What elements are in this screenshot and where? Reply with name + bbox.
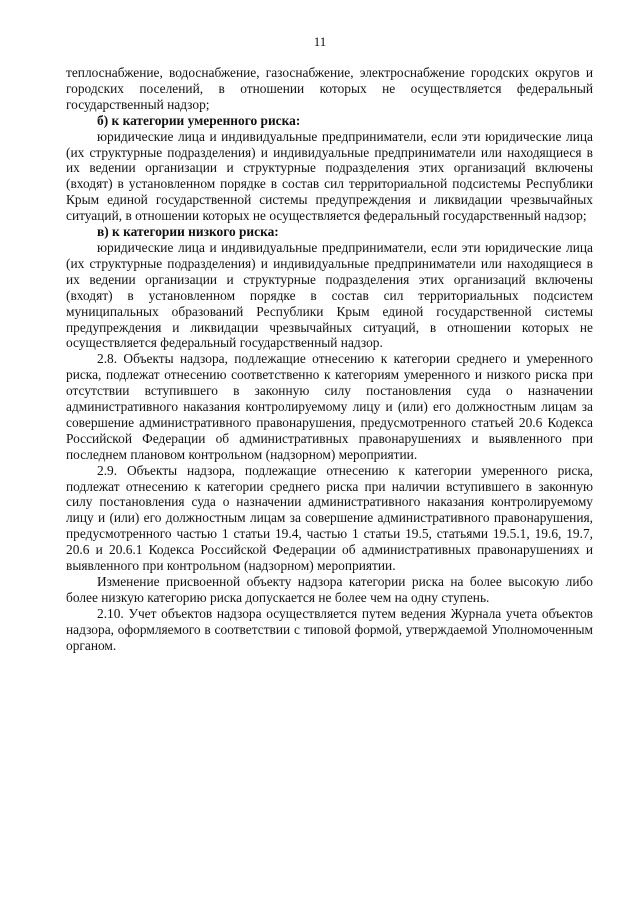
paragraph-2-10: 2.10. Учет объектов надзора осуществляется путем ведения Журнала учета объектов надзора, оформляемого в соответствии с типовой формой, утверждаемой Уполномоченным органом. [66,605,593,653]
paragraph-moderate-risk-entities: юридические лица и индивидуальные предприниматели, если эти юридические лица (их структурные подразделения) и индивидуальные предприниматели или находящиеся в их ведении организации и структурные подразделения этих организаций включены (входят) в установленном порядке в состав сил территориальной подсистемы Республики Крым единой государственной системы предупреждения и ликвидации чрезвычайных ситуаций, в отношении которых не осуществляется федеральный государственный надзор; [66,128,593,224]
heading-moderate-risk: б) к категории умеренного риска: [97,112,301,128]
paragraph-utilities-end: теплоснабжение, водоснабжение, газоснабжение, электроснабжение городских округов и городских поселений, в отношении которых не осуществляется федеральный государственный надзор; [66,65,593,112]
page-number: 11 [313,34,327,49]
paragraph-low-risk-entities: юридические лица и индивидуальные предприниматели, если эти юридические лица (их структурные подразделения) и индивидуальные предприниматели или находящиеся в их ведении организации и структурные подразделения этих организаций включены (входят) в установленном порядке в состав сил территориальных подсистем муниципальных образований Республики Крым единой государственной системы предупреждения и ликвидации чрезвычайных ситуаций, в отношении которых не осуществляется федеральный государственный надзор. [66,239,593,351]
document-body [66,65,593,654]
heading-low-risk: в) к категории низкого риска: [97,224,279,240]
paragraph-risk-category-change: Изменение присвоенной объекту надзора категории риска на более высокую либо более низкую категорию риска допускается не более чем на одну ступень. [66,574,593,605]
paragraph-2-8: 2.8. Объекты надзора, подлежащие отнесению к категории среднего и умеренного риска, подлежат отнесению соответственно к категориям умеренного и низкого риска при отсутствии вступившего в законную силу постановления суда о назначении административного наказания контролируемому лицу и (или) его должностным лицам за совершение административного правонарушения, предусмотренного статьей 20.6 Кодекса Российской Федерации об административных правонарушениях и выявленного при последнем плановом контрольном (надзорном) мероприятии. [66,351,593,462]
paragraph-2-9: 2.9. Объекты надзора, подлежащие отнесению к категории умеренного риска, подлежат отнесению к категории среднего риска при наличии вступившего в законную силу постановления суда о назначении административного наказания контролируемому лицу и (или) его должностным лицам за совершение административного правонарушения, предусмотренного частью 1 статьи 19.4, частью 1 статьи 19.5, статьями 19.5.1, 19.6, 19.7, 20.6 и 20.6.1 Кодекса Российской Федерации об административных правонарушениях и выявленного при контрольном (надзорном) мероприятии. [66,462,593,574]
